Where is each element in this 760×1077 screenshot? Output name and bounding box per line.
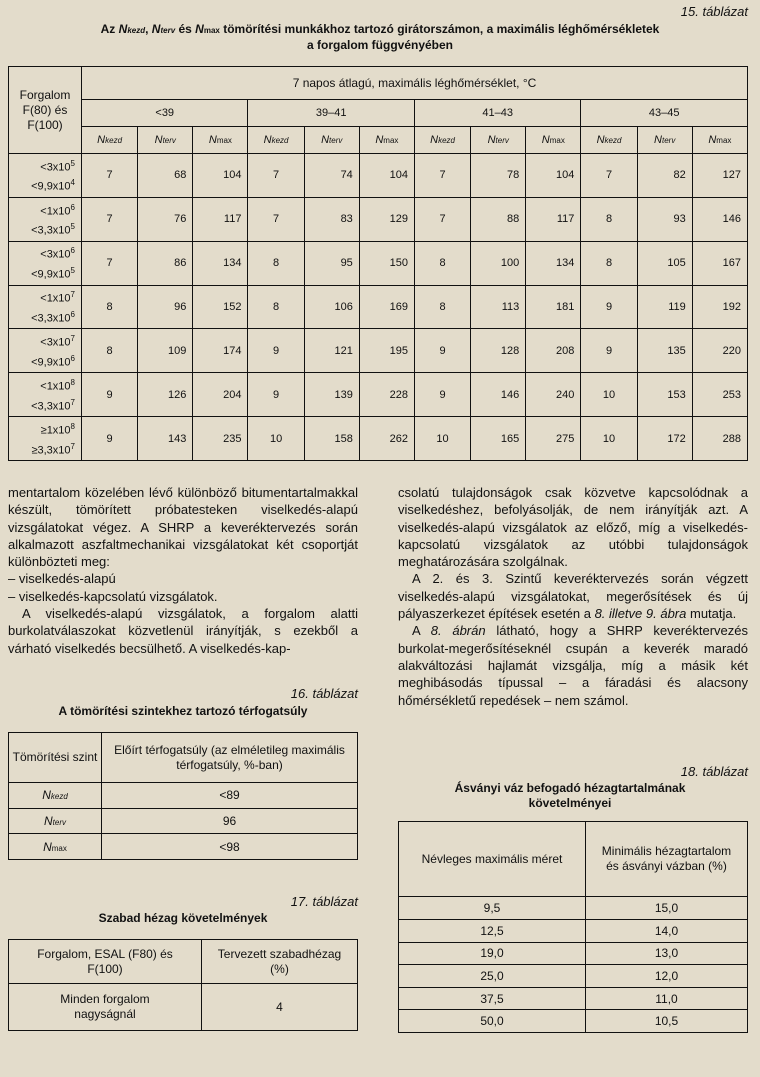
table15-cell: 78 (471, 154, 526, 198)
table15-cell: 150 (359, 241, 414, 285)
table15-cell: 7 (82, 154, 138, 198)
table15-cell: 117 (193, 197, 248, 241)
table-row (9, 241, 748, 285)
table15-cell: 153 (637, 373, 692, 417)
table15-cell: 275 (526, 417, 581, 461)
table15-cell: 10 (581, 373, 637, 417)
right-paragraph-3: A 8. ábrán látható, hogy a SHRP keveréktervezés burkolat-megerősítéseknél csupán a keverék maradó alakváltozási hajlamát vizsgálja, míg a másik két meghibásodás típussal – a fáradási és alacsony hőmérsékletű repedések – nem számol. (398, 623, 748, 708)
right-paragraph-1: csolatú tulajdonságok csak közvetve kapcsolódnak a viselkedéshez, befolyásolják, de nem irányítják azt. A viselkedés-alapú vizsgálatok az előző, míg a viselkedés-kapcsolatú vizsgálatok az utóbbi tulajdonságok meghatározására szolgálnak. (398, 485, 748, 570)
table17-header-traffic: Forgalom, ESAL (F80) és F(100) (9, 940, 202, 984)
table16 (8, 732, 358, 860)
table18-size-cell: 50,0 (399, 1010, 586, 1033)
table15-n-kezd-header: Nkezd (581, 126, 637, 153)
table15-cell: 7 (581, 154, 637, 198)
table18-number: 18. táblázat (680, 764, 748, 779)
table16-header-density: Előírt térfogatsúly (az elméletileg maximális térfogatsúly, %-ban) (102, 733, 358, 783)
table16-level-cell: Nmax (9, 834, 102, 860)
table15-cell: 104 (526, 154, 581, 198)
table15-cell: 117 (526, 197, 581, 241)
table15-traffic-label: $<1x10^6$ $<3,3x10^5$ (9, 197, 82, 241)
table-row (9, 808, 358, 834)
table15-cell: 8 (248, 285, 304, 329)
table15-title: Az Nkezd, Nterv és Nmax tömörítési munkákhoz tartozó girátorszámon, a maximális léghőmérsékletek a forgalom függvényében (100, 22, 660, 52)
table16-header-level: Tömörítési szint (9, 733, 102, 783)
table15-cell: 100 (471, 241, 526, 285)
table15-cell: 93 (637, 197, 692, 241)
table15-temp-header: 7 napos átlagú, maximális léghőmérséklet, °C (82, 67, 748, 100)
table15-n-kezd-header: Nkezd (248, 126, 304, 153)
table-row (9, 197, 748, 241)
table15-cell: 7 (414, 154, 470, 198)
table15-cell: 121 (304, 329, 359, 373)
table-row (399, 919, 748, 942)
table15-cell: 129 (359, 197, 414, 241)
table15-n-kezd-header: Nkezd (82, 126, 138, 153)
table15-cell: 253 (692, 373, 747, 417)
table15-n-terv-header: Nterv (471, 126, 526, 153)
table15-cell: 181 (526, 285, 581, 329)
table17-cell-void: 4 (202, 984, 358, 1031)
table15-cell: 10 (581, 417, 637, 461)
table-row (399, 897, 748, 920)
table15-cell: 86 (138, 241, 193, 285)
table15-cell: 174 (193, 329, 248, 373)
table15-cell: 128 (471, 329, 526, 373)
table15-cell: 106 (304, 285, 359, 329)
left-text-column (8, 484, 358, 657)
table17-header-void: Tervezett szabadhézag (%) (202, 940, 358, 984)
table-row (9, 154, 748, 198)
table16-value-cell: 96 (102, 808, 358, 834)
table15-cell: 143 (138, 417, 193, 461)
table15-cell: 146 (692, 197, 747, 241)
table15-n-max-header: Nmax (692, 126, 747, 153)
table15-cell: 165 (471, 417, 526, 461)
table15-cell: 126 (138, 373, 193, 417)
table15-cell: 262 (359, 417, 414, 461)
table18-size-cell: 37,5 (399, 987, 586, 1010)
table-row (9, 783, 358, 809)
table15-cell: 134 (193, 241, 248, 285)
table15-cell: 8 (82, 329, 138, 373)
table15-range-header: 43–45 (581, 99, 748, 126)
table18-header-size: Névleges maximális méret (399, 822, 586, 897)
table15 (8, 66, 748, 461)
table16-number: 16. táblázat (290, 686, 358, 701)
table18-void-cell: 13,0 (586, 942, 748, 965)
left-paragraph-2: A viselkedés-alapú vizsgálatok, a forgalom alatti burkolatválaszokat közvetlenül irányítják, s ezekből a várható viselkedés becsülhető. A viselkedés-kap- (8, 606, 358, 656)
table18-size-cell: 9,5 (399, 897, 586, 920)
table15-cell: 9 (414, 373, 470, 417)
table15-cell: 109 (138, 329, 193, 373)
table15-n-kezd-header: Nkezd (414, 126, 470, 153)
table15-n-terv-header: Nterv (138, 126, 193, 153)
table18-title: Ásványi váz befogadó hézagtartalmának követelményei (454, 781, 686, 810)
right-paragraph-2: A 2. és 3. Szintű keveréktervezés során végzett viselkedés-alapú vizsgálatokat, megerősítések és új pályaszerkezet építések esetén a 8. illetve 9. ábra mutatja. (398, 571, 748, 622)
table15-cell: 104 (359, 154, 414, 198)
table15-cell: 10 (414, 417, 470, 461)
table16-level-cell: Nterv (9, 808, 102, 834)
table15-cell: 288 (692, 417, 747, 461)
table15-n-terv-header: Nterv (637, 126, 692, 153)
table18 (398, 821, 748, 1033)
table15-cell: 95 (304, 241, 359, 285)
table15-cell: 240 (526, 373, 581, 417)
table15-traffic-label: $<3x10^6$ $<9,9x10^5$ (9, 241, 82, 285)
table15-cell: 135 (637, 329, 692, 373)
table15-cell: 192 (692, 285, 747, 329)
table15-cell: 82 (637, 154, 692, 198)
table16-title: A tömörítési szintekhez tartozó térfogatsúly (58, 704, 308, 718)
table15-n-terv-header: Nterv (304, 126, 359, 153)
table15-n-max-header: Nmax (193, 126, 248, 153)
table15-cell: 9 (248, 329, 304, 373)
table17-cell-traffic: Minden forgalom nagyságnál (9, 984, 202, 1031)
table17-title: Szabad hézag követelmények (98, 911, 268, 925)
table15-traffic-label: $<1x10^8$ $<3,3x10^7$ (9, 373, 82, 417)
table15-cell: 134 (526, 241, 581, 285)
table16-value-cell: <98 (102, 834, 358, 860)
table15-cell: 83 (304, 197, 359, 241)
left-list-item-2: – viselkedés-kapcsolatú vizsgálatok. (8, 588, 218, 604)
left-list-item-1: – viselkedés-alapú (8, 571, 116, 587)
table15-corner-header: Forgalom F(80) és F(100) (9, 67, 82, 154)
table15-n-max-header: Nmax (526, 126, 581, 153)
table16-level-cell: Nkezd (9, 783, 102, 809)
table15-traffic-label: $<3x10^5$ $<9,9x10^4$ (9, 154, 82, 198)
table-row (9, 373, 748, 417)
table15-cell: 146 (471, 373, 526, 417)
table-row (399, 987, 748, 1010)
table18-size-cell: 25,0 (399, 965, 586, 988)
table15-cell: 9 (82, 373, 138, 417)
table15-range-header: 41–43 (414, 99, 580, 126)
table18-size-cell: 19,0 (399, 942, 586, 965)
table-row (399, 1010, 748, 1033)
table15-cell: 8 (581, 241, 637, 285)
table15-cell: 8 (414, 285, 470, 329)
table15-cell: 8 (581, 197, 637, 241)
table15-cell: 88 (471, 197, 526, 241)
table18-header-void: Minimális hézagtartalom és ásványi vázban (%) (586, 822, 748, 897)
table15-range-header: 39–41 (248, 99, 414, 126)
table15-cell: 8 (82, 285, 138, 329)
table15-cell: 169 (359, 285, 414, 329)
table15-cell: 204 (193, 373, 248, 417)
table15-cell: 235 (193, 417, 248, 461)
table15-cell: 158 (304, 417, 359, 461)
table15-cell: 7 (82, 197, 138, 241)
table15-cell: 7 (248, 197, 304, 241)
table15-traffic-label: $<3x10^7$ $<9,9x10^6$ (9, 329, 82, 373)
table15-cell: 8 (248, 241, 304, 285)
table-row (9, 329, 748, 373)
table15-cell: 74 (304, 154, 359, 198)
table15-cell: 96 (138, 285, 193, 329)
table15-cell: 195 (359, 329, 414, 373)
table18-void-cell: 14,0 (586, 919, 748, 942)
table17-number: 17. táblázat (290, 894, 358, 909)
table18-void-cell: 15,0 (586, 897, 748, 920)
right-text-column (398, 484, 748, 709)
left-paragraph-1: mentartalom közelében lévő különböző bitumentartalmakkal készült, tömörített próbatesteken viselkedés-alapú vizsgálatokat végez. A SHRP a keveréktervezés során alkalmazott aszfaltmechanikai vizsgálatokat két csoportját különbözteti meg: (8, 485, 358, 570)
table18-void-cell: 10,5 (586, 1010, 748, 1033)
table-row (9, 285, 748, 329)
table15-cell: 119 (637, 285, 692, 329)
table16-value-cell: <89 (102, 783, 358, 809)
table18-void-cell: 12,0 (586, 965, 748, 988)
table15-cell: 172 (637, 417, 692, 461)
table15-cell: 152 (193, 285, 248, 329)
table15-cell: 139 (304, 373, 359, 417)
table15-cell: 9 (414, 329, 470, 373)
table-row (9, 417, 748, 461)
table15-cell: 7 (82, 241, 138, 285)
table15-cell: 7 (414, 197, 470, 241)
table15-cell: 9 (581, 329, 637, 373)
table-row (9, 834, 358, 860)
table15-traffic-label: $\ge 1x10^8$ $\ge 3,3x10^7$ (9, 417, 82, 461)
table15-cell: 10 (248, 417, 304, 461)
table15-n-max-header: Nmax (359, 126, 414, 153)
table15-cell: 105 (637, 241, 692, 285)
table15-cell: 127 (692, 154, 747, 198)
table15-cell: 76 (138, 197, 193, 241)
table15-cell: 220 (692, 329, 747, 373)
table15-cell: 208 (526, 329, 581, 373)
table15-cell: 104 (193, 154, 248, 198)
table15-cell: 228 (359, 373, 414, 417)
table-row (399, 942, 748, 965)
table15-cell: 113 (471, 285, 526, 329)
table15-traffic-label: $<1x10^7$ $<3,3x10^6$ (9, 285, 82, 329)
table15-cell: 9 (581, 285, 637, 329)
table18-size-cell: 12,5 (399, 919, 586, 942)
table17 (8, 939, 358, 1031)
table15-cell: 167 (692, 241, 747, 285)
table15-cell: 68 (138, 154, 193, 198)
table-row (399, 965, 748, 988)
table15-cell: 8 (414, 241, 470, 285)
table15-cell: 7 (248, 154, 304, 198)
table15-cell: 9 (82, 417, 138, 461)
table15-range-header: <39 (82, 99, 248, 126)
table15-number: 15. táblázat (680, 4, 748, 19)
table15-cell: 9 (248, 373, 304, 417)
table18-void-cell: 11,0 (586, 987, 748, 1010)
